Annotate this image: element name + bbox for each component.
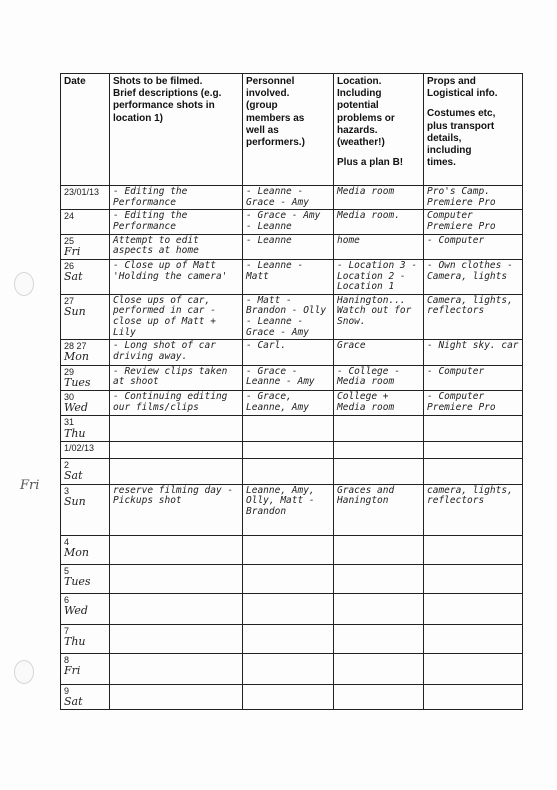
table-row [61, 259, 523, 294]
shots-cell: - Continuing editing our films/clips [110, 391, 243, 416]
table-row [61, 458, 523, 484]
day-name: Sat [64, 468, 83, 482]
shots-cell: reserve filming day - Pickups shot [110, 484, 243, 535]
location-cell: home [334, 234, 424, 259]
date-number: 23/01/13 [64, 187, 100, 197]
day-name: Fri [64, 244, 81, 258]
date-cell [61, 684, 110, 709]
personnel-cell: - Leanne - Matt [243, 259, 334, 294]
table-row [61, 564, 523, 593]
header-line: performance shots in [113, 100, 215, 112]
header-line: Plus a plan B! [337, 157, 404, 169]
table-row [61, 535, 523, 564]
table-row [61, 624, 523, 653]
table-row [61, 653, 523, 684]
day-name: Tues [64, 375, 91, 389]
date-cell [61, 416, 110, 441]
header-line: well as [246, 124, 279, 136]
header-line: Shots to be filmed. [113, 76, 203, 87]
shots-cell [110, 593, 243, 624]
date-cell [61, 210, 110, 234]
header-line: hazards. [337, 124, 378, 136]
header-personnel [243, 74, 334, 186]
props-cell [424, 416, 523, 441]
table-row [61, 484, 523, 535]
location-cell [334, 653, 424, 684]
header-props [424, 74, 523, 186]
personnel-cell [243, 441, 334, 458]
header-line: (weather!) [337, 136, 385, 148]
props-cell [424, 624, 523, 653]
shots-cell [110, 564, 243, 593]
shots-cell: - Long shot of car driving away. [110, 340, 243, 365]
date-cell [61, 259, 110, 294]
date-number: 9 [64, 685, 70, 696]
props-cell [424, 653, 523, 684]
header-line: location 1) [113, 112, 164, 124]
location-cell [334, 416, 424, 441]
margin-note: Fri [20, 478, 40, 493]
props-cell: - Computer [424, 365, 523, 390]
shots-cell [110, 624, 243, 653]
personnel-cell [243, 458, 334, 484]
day-name: Wed [64, 603, 88, 617]
date-number: 24 [64, 211, 75, 222]
header-line: Props and [427, 76, 476, 87]
location-cell [334, 593, 424, 624]
day-name: Sat [64, 269, 83, 283]
date-cell [61, 593, 110, 624]
header-line: including [427, 144, 472, 156]
header-line [337, 149, 420, 157]
location-cell [334, 535, 424, 564]
punch-hole [14, 272, 34, 296]
date-number: 29 [64, 366, 75, 377]
personnel-cell [243, 624, 334, 653]
date-number: 27 [64, 295, 75, 306]
personnel-cell: - Grace - Amy - Leanne [243, 210, 334, 234]
location-cell: College + Media room [334, 391, 424, 416]
day-name: Mon [64, 350, 89, 364]
location-cell: Grace [334, 340, 424, 365]
header-line: times. [427, 157, 456, 169]
schedule-rows [61, 186, 523, 710]
day-name: Sat [64, 694, 83, 708]
shots-cell [110, 458, 243, 484]
day-name: Fri [64, 663, 81, 677]
date-cell [61, 624, 110, 653]
date-cell [61, 564, 110, 593]
props-cell: Pro's Camp. Premiere Pro [424, 186, 523, 210]
header-line: Including [337, 88, 382, 100]
header-line: Location. [337, 76, 382, 87]
header-line: potential [337, 100, 379, 112]
shots-cell: Close ups of car, performed in car - close up of Matt + Lily [110, 294, 243, 340]
table-row [61, 391, 523, 416]
location-cell [334, 441, 424, 458]
location-cell [334, 564, 424, 593]
table-row [61, 593, 523, 624]
header-shots [110, 74, 243, 186]
header-line: Date [64, 76, 86, 87]
shots-cell [110, 535, 243, 564]
date-cell [61, 186, 110, 210]
location-cell: Media room. [334, 210, 424, 234]
props-cell [424, 684, 523, 709]
date-number: 6 [64, 594, 70, 605]
date-number: 26 [64, 260, 75, 271]
props-cell [424, 441, 523, 458]
header-line: Brief descriptions (e.g. [113, 88, 222, 100]
day-name: Thu [64, 634, 86, 648]
shots-cell: - Editing the Performance [110, 210, 243, 234]
date-number: 28 27 [64, 341, 87, 352]
table-row [61, 234, 523, 259]
date-cell [61, 535, 110, 564]
location-cell [334, 624, 424, 653]
personnel-cell [243, 593, 334, 624]
shooting-schedule [60, 73, 522, 710]
schedule-table [60, 73, 523, 710]
shots-cell: Attempt to edit aspects at home [110, 234, 243, 259]
props-cell [424, 593, 523, 624]
header-line: problems or [337, 112, 395, 124]
date-cell [61, 365, 110, 390]
date-cell [61, 294, 110, 340]
shots-cell [110, 684, 243, 709]
personnel-cell [243, 416, 334, 441]
location-cell: Media room [334, 186, 424, 210]
table-row [61, 186, 523, 210]
props-cell: Computer Premiere Pro [424, 210, 523, 234]
date-cell [61, 391, 110, 416]
date-cell [61, 653, 110, 684]
table-row [61, 340, 523, 365]
personnel-cell: - Grace - Leanne - Amy [243, 365, 334, 390]
date-cell [61, 234, 110, 259]
shots-cell [110, 416, 243, 441]
personnel-cell: - Grace, Leanne, Amy [243, 391, 334, 416]
shots-cell: - Editing the Performance [110, 186, 243, 210]
date-number: 7 [64, 625, 70, 636]
header-line: performers.) [246, 136, 305, 148]
date-number: 8 [64, 654, 70, 665]
personnel-cell [243, 684, 334, 709]
day-name: Sun [64, 494, 86, 508]
props-cell: - Own clothes - Camera, lights [424, 259, 523, 294]
header-line: details, [427, 132, 462, 144]
date-number: 4 [64, 536, 70, 547]
shots-cell: - Close up of Matt 'Holding the camera' [110, 259, 243, 294]
header-line: Costumes etc, [427, 108, 496, 120]
date-number: 25 [64, 235, 75, 246]
location-cell: - College - Media room [334, 365, 424, 390]
table-row [61, 365, 523, 390]
date-cell [61, 441, 110, 458]
date-cell [61, 458, 110, 484]
props-cell: - Computer [424, 234, 523, 259]
table-row [61, 684, 523, 709]
header-line: plus transport [427, 120, 495, 132]
location-cell [334, 458, 424, 484]
location-cell: Hanington... Watch out for Snow. [334, 294, 424, 340]
personnel-cell [243, 535, 334, 564]
header-date [61, 74, 110, 186]
table-row [61, 294, 523, 340]
personnel-cell: - Matt - Brandon - Olly - Leanne - Grace - Amy [243, 294, 334, 340]
date-number: 1/02/13 [64, 442, 95, 453]
day-name: Mon [64, 545, 89, 559]
header-row [61, 74, 523, 186]
personnel-cell [243, 564, 334, 593]
shots-cell [110, 653, 243, 684]
table-row [61, 416, 523, 441]
date-cell [61, 484, 110, 535]
date-number: 5 [64, 565, 70, 576]
date-number: 2 [64, 459, 70, 470]
props-cell: - Night sky. car [424, 340, 523, 365]
props-cell [424, 458, 523, 484]
props-cell: Camera, lights, reflectors [424, 294, 523, 340]
table-row [61, 210, 523, 234]
header-line: involved. [246, 88, 290, 100]
date-cell [61, 340, 110, 365]
header-location [334, 74, 424, 186]
day-name: Wed [64, 401, 88, 415]
props-cell: - Computer Premiere Pro [424, 391, 523, 416]
header-line: (group [246, 100, 278, 112]
location-cell: Graces and Hanington [334, 484, 424, 535]
personnel-cell: Leanne, Amy, Olly, Matt - Brandon [243, 484, 334, 535]
date-number: 30 [64, 392, 75, 403]
props-cell [424, 535, 523, 564]
personnel-cell: - Carl. [243, 340, 334, 365]
header-line: Logistical info. [427, 88, 498, 100]
day-name: Thu [64, 426, 86, 440]
table-row [61, 441, 523, 458]
shots-cell: - Review clips taken at shoot [110, 365, 243, 390]
punch-hole [14, 660, 34, 684]
date-number: 31 [64, 417, 75, 428]
header-line [427, 100, 519, 108]
personnel-cell: - Leanne - Grace - Amy [243, 186, 334, 210]
date-number: 3 [64, 485, 70, 496]
header-line: members as [246, 112, 305, 124]
props-cell [424, 564, 523, 593]
location-cell [334, 684, 424, 709]
day-name: Tues [64, 574, 91, 588]
personnel-cell: - Leanne [243, 234, 334, 259]
shots-cell [110, 441, 243, 458]
header-line: Personnel [246, 76, 295, 87]
personnel-cell [243, 653, 334, 684]
props-cell: camera, lights, reflectors [424, 484, 523, 535]
day-name: Sun [64, 304, 86, 318]
location-cell: - Location 3 - Location 2 - Location 1 [334, 259, 424, 294]
